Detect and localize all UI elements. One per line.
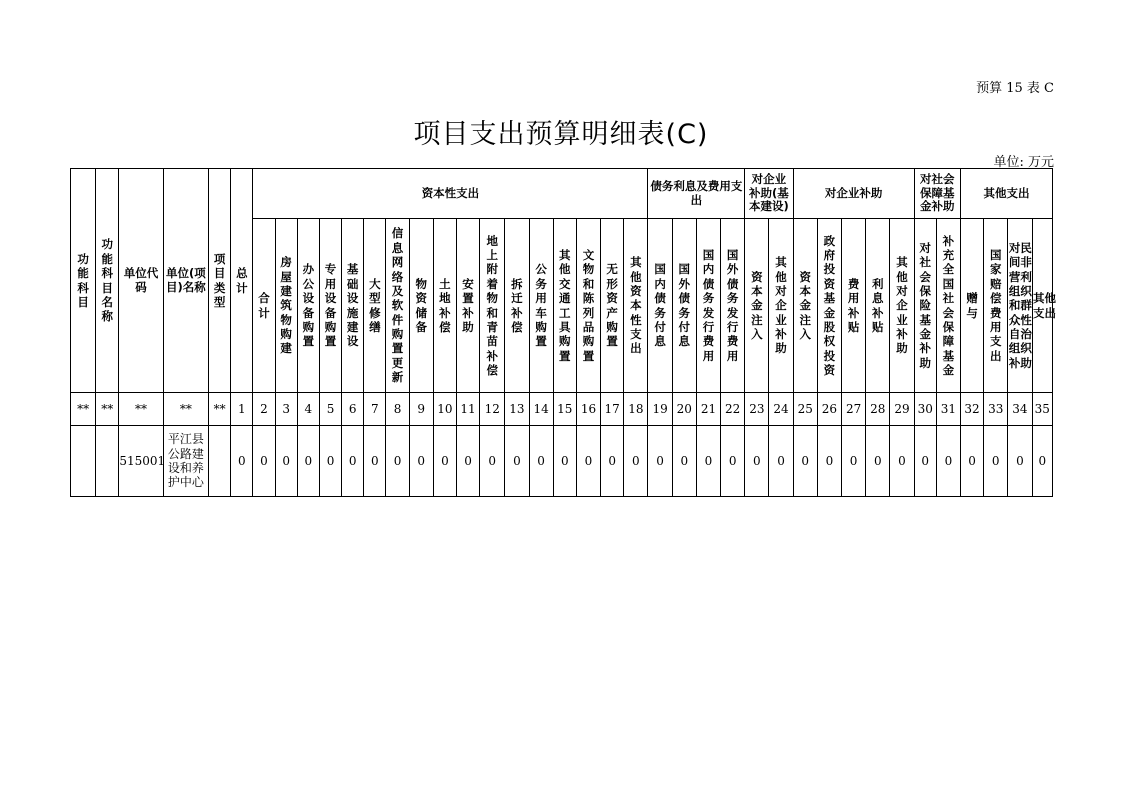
header-col-office: 办公设备购置 (297, 219, 319, 393)
header-col-other: 其他支出 (1032, 219, 1052, 393)
index-cell: 22 (721, 393, 745, 426)
index-cell: 10 (433, 393, 456, 426)
index-cell: 5 (319, 393, 341, 426)
cell-value: 0 (576, 426, 600, 497)
index-cell: 34 (1008, 393, 1032, 426)
cell-value: 0 (529, 426, 553, 497)
index-cell: 8 (386, 393, 409, 426)
index-cell: 28 (866, 393, 890, 426)
header-project-type: 项目类型 (209, 169, 231, 393)
cell-value: 0 (386, 426, 409, 497)
header-col-it: 信息网络及软件购置更新 (386, 219, 409, 393)
header-col-basic-capital: 资本金注入 (745, 219, 769, 393)
header-col-fee-subsidy: 费用补贴 (842, 219, 866, 393)
header-col-social-insurance: 对社会保险基金补助 (914, 219, 936, 393)
cell-value: 0 (817, 426, 841, 497)
index-cell: 25 (793, 393, 817, 426)
header-func-code: 功能科目 (71, 169, 96, 393)
header-col-transport: 其他交通工具购置 (553, 219, 576, 393)
index-cell: 12 (480, 393, 505, 426)
index-cell: 32 (960, 393, 983, 426)
cell-value: 0 (1032, 426, 1052, 497)
header-group-social: 对社会保障基金补助 (914, 169, 960, 219)
cell-value: 0 (866, 426, 890, 497)
index-cell: ** (163, 393, 208, 426)
cell-value: 0 (275, 426, 297, 497)
index-cell: 19 (648, 393, 672, 426)
cell-value: 0 (231, 426, 253, 497)
index-cell: 16 (576, 393, 600, 426)
header-col-attach: 地上附着物和青苗补偿 (480, 219, 505, 393)
cell-value: 0 (984, 426, 1008, 497)
cell-value: 0 (1008, 426, 1032, 497)
index-cell: 15 (553, 393, 576, 426)
index-cell: 30 (914, 393, 936, 426)
header-col-ngo: 对民间非营利组织和群众性自治组织补助 (1008, 219, 1032, 393)
index-cell: 18 (624, 393, 648, 426)
index-cell: 17 (601, 393, 624, 426)
header-col-ent-other: 其他对企业补助 (890, 219, 914, 393)
page-title: 项目支出预算明细表(C) (413, 119, 709, 150)
header-col-interest-subsidy: 利息补贴 (866, 219, 890, 393)
header-col-foreign-interest: 国外债务付息 (672, 219, 696, 393)
table-row (71, 426, 1053, 497)
index-row (71, 393, 1053, 426)
cell-value: 0 (480, 426, 505, 497)
cell-value: 0 (624, 426, 648, 497)
cell-value: 0 (793, 426, 817, 497)
index-cell: 2 (253, 393, 275, 426)
cell-value: 0 (297, 426, 319, 497)
header-row-groups (71, 169, 1053, 219)
index-cell: 13 (505, 393, 529, 426)
cell-value: 0 (433, 426, 456, 497)
index-cell: 26 (817, 393, 841, 426)
index-cell: 27 (842, 393, 866, 426)
header-unit-name: 单位(项目)名称 (163, 169, 208, 393)
header-group-other: 其他支出 (960, 169, 1052, 219)
header-col-gift: 赠与 (960, 219, 983, 393)
index-cell: 31 (936, 393, 960, 426)
header-col-intangible: 无形资产购置 (601, 219, 624, 393)
index-cell: 29 (890, 393, 914, 426)
index-cell: ** (119, 393, 163, 426)
cell-value: 0 (890, 426, 914, 497)
unit-label: 单位: 万元 (993, 155, 1054, 170)
header-col-infra: 基础设施建设 (342, 219, 364, 393)
cell-unit-code: 515001 (119, 426, 163, 497)
header-col-other-capital: 其他资本性支出 (624, 219, 648, 393)
index-cell: 11 (456, 393, 479, 426)
cell-value: 0 (364, 426, 386, 497)
index-cell: 33 (984, 393, 1008, 426)
header-col-ent-capital: 资本金注入 (793, 219, 817, 393)
header-col-gov-fund: 政府投资基金股权投资 (817, 219, 841, 393)
header-col-car: 公务用车购置 (529, 219, 553, 393)
cell-value: 0 (960, 426, 983, 497)
cell-func-name (96, 426, 119, 497)
header-unit-code: 单位代码 (119, 169, 163, 393)
cell-value: 0 (253, 426, 275, 497)
index-cell: 14 (529, 393, 553, 426)
header-col-demolish: 拆迁补偿 (505, 219, 529, 393)
header-col-sum: 合计 (253, 219, 275, 393)
header-col-reserve: 物资储备 (409, 219, 433, 393)
header-group-capital: 资本性支出 (253, 169, 648, 219)
index-cell: 20 (672, 393, 696, 426)
cell-value: 0 (914, 426, 936, 497)
cell-value: 0 (721, 426, 745, 497)
index-cell: 6 (342, 393, 364, 426)
cell-value: 0 (456, 426, 479, 497)
cell-value: 0 (601, 426, 624, 497)
cell-value: 0 (745, 426, 769, 497)
header-col-house: 房屋建筑物购建 (275, 219, 297, 393)
index-cell: 9 (409, 393, 433, 426)
budget-table (70, 168, 1057, 497)
cell-value: 0 (696, 426, 720, 497)
cell-project-type (209, 426, 231, 497)
cell-value: 0 (342, 426, 364, 497)
header-col-domestic-fee: 国内债务发行费用 (696, 219, 720, 393)
header-col-foreign-fee: 国外债务发行费用 (721, 219, 745, 393)
header-col-relic: 文物和陈列品购置 (576, 219, 600, 393)
header-col-land: 土地补偿 (433, 219, 456, 393)
index-cell: 7 (364, 393, 386, 426)
index-cell: ** (209, 393, 231, 426)
header-group-enterprise-basic: 对企业补助(基本建设) (745, 169, 793, 219)
cell-func-code (71, 426, 96, 497)
header-col-special: 专用设备购置 (319, 219, 341, 393)
header-col-basic-other: 其他对企业补助 (769, 219, 793, 393)
index-cell: 4 (297, 393, 319, 426)
cell-unit-name: 平江县公路建设和养护中心 (163, 426, 208, 497)
header-col-resettle: 安置补助 (456, 219, 479, 393)
index-cell: ** (96, 393, 119, 426)
cell-value: 0 (648, 426, 672, 497)
form-number: 预算 15 表 C (976, 81, 1054, 96)
index-cell: ** (71, 393, 96, 426)
index-cell: 23 (745, 393, 769, 426)
header-col-domestic-interest: 国内债务付息 (648, 219, 672, 393)
cell-value: 0 (936, 426, 960, 497)
cell-value: 0 (842, 426, 866, 497)
index-cell: 3 (275, 393, 297, 426)
cell-value: 0 (769, 426, 793, 497)
header-group-enterprise: 对企业补助 (793, 169, 914, 219)
cell-value: 0 (319, 426, 341, 497)
header-group-debt: 债务利息及费用支出 (648, 169, 745, 219)
header-col-repair: 大型修缮 (364, 219, 386, 393)
index-cell: 1 (231, 393, 253, 426)
index-cell: 24 (769, 393, 793, 426)
index-cell: 21 (696, 393, 720, 426)
header-col-national-fund: 补充全国社会保障基金 (936, 219, 960, 393)
index-cell: 35 (1032, 393, 1052, 426)
header-total: 总计 (231, 169, 253, 393)
header-func-name: 功能科目名称 (96, 169, 119, 393)
cell-value: 0 (672, 426, 696, 497)
cell-value: 0 (409, 426, 433, 497)
cell-value: 0 (553, 426, 576, 497)
cell-value: 0 (505, 426, 529, 497)
header-col-compensation: 国家赔偿费用支出 (984, 219, 1008, 393)
